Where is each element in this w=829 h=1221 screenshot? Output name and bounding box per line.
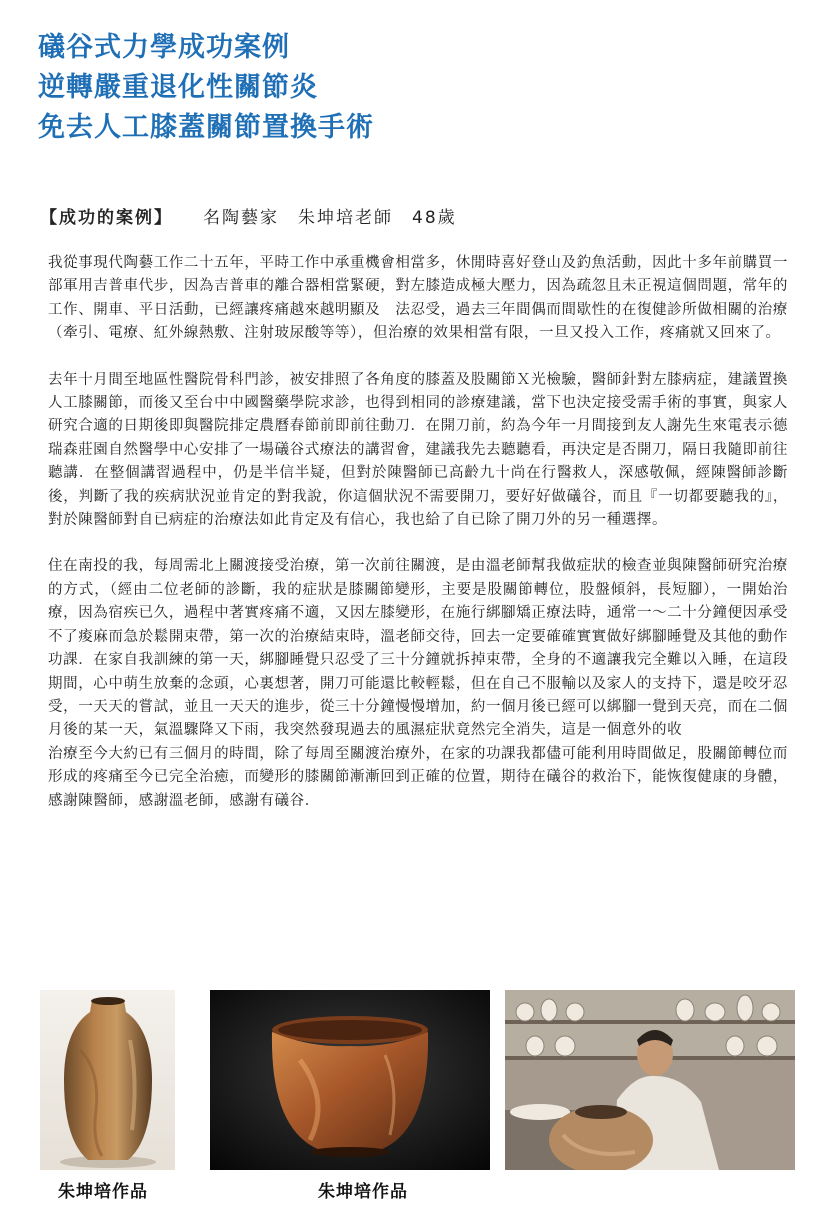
paragraph-3: 住在南投的我，每周需北上關渡接受治療，第一次前往關渡，是由溫老師幫我做症狀的檢查並與陳醫師研究治療的方式，（經由二位老師的診斷，我的症狀是膝關節變形，主要是股關節轉位，股盤傾斜，長短腳），一開始治療，因為宿疾已久，過程中著實疼痛不適，又因左膝變形，在施行綁腳矯正療法時，通常一～二十分鐘便因承受不了痠麻而急於鬆開束帶，第一次的治療結束時，溫老師交待，回去一定要確確實實做好綁腳睡覺及其他的動作功課．在家自我訓練的第一天，綁腳睡覺只忍受了三十分鐘就拆掉束帶，全身的不適讓我完全難以入睡，在這段期間，心中萌生放棄的念頭，心裏想著，開刀可能還比較輕鬆，但在自己不服輸以及家人的支持下，還是咬牙忍受，一天天的嘗試，並且一天天的進步，從三十分鐘慢慢增加，約一個月後已經可以綁腳一覺到天亮，而在二個月後的某一天，氣溫驟降又下雨，我突然發現過去的風濕症狀竟然完全消失，這是一個意外的收 [48, 558, 788, 739]
title-line-1: 礒谷式力學成功案例 [38, 32, 290, 63]
paragraph-4: 治療至今大約已有三個月的時間，除了每周至關渡治療外，在家的功課我都儘可能利用時間做足，股關節轉位而形成的疼痛至今已完全治癒，而變形的膝關節漸漸回到正確的位置，期待在礒谷的救治下，能恢復健康的身體，感謝陳醫師，感謝溫老師，感謝有礒谷． [48, 745, 788, 809]
title-line-3: 免去人工膝蓋關節置換手術 [38, 112, 374, 143]
paragraph-2: 去年十月間至地區性醫院骨科門診，被安排照了各角度的膝蓋及股關節Ｘ光檢驗，醫師針對左膝病症，建議置換人工膝關節，而後又至台中中國醫藥學院求診，也得到相同的診療建議，當下也決定接受需手術的事實，與家人研究合適的日期後即與醫院排定農曆春節前即前往動刀．在開刀前，約為今年一月間接到友人謝先生來電表示德瑞森莊園自然醫學中心安排了一場礒谷式療法的講習會，建議我先去聽聽看，再決定是否開刀，隔日我隨即前往聽講．在整個講習過程中，仍是半信半疑，但對於陳醫師已高齡九十尚在行醫救人，深感敬佩，經陳醫師診斷後，判斷了我的疾病狀況並肯定的對我說，你這個狀況不需要開刀，要好好做礒谷，而且『一切都要聽我的』，對於陳醫師對自已病症的治療法如此肯定及有信心，我也給了自已除了開刀外的另一種選擇。 [48, 371, 788, 529]
title-line-2: 逆轉嚴重退化性關節炎 [38, 72, 318, 103]
title-block [38, 28, 798, 148]
case-label: 【成功的案例】 [40, 207, 173, 228]
paragraph-1: 我從事現代陶藝工作二十五年，平時工作中承重機會相當多，休閒時喜好登山及釣魚活動，因此十多年前購買一部軍用吉普車代步，因為吉普車的離合器相當緊硬，對左膝造成極大壓力，因為疏忽且未正視這個問題，常年的工作、開車、平日活動，已經讓疼痛越來越明顯及 法忍受，過去三年間偶而間歇性的在復健診所做相關的治療（牽引、電療、紅外線熱敷、注射玻尿酸等等），但治療的效果相當有限，一旦又投入工作，疼痛就又回來了。 [48, 255, 788, 342]
article-body [48, 252, 788, 836]
case-person: 名陶藝家 朱坤培老師 48歲 [203, 207, 457, 228]
potter-photo [505, 990, 795, 1170]
jar-photo [40, 990, 175, 1170]
case-header [40, 200, 457, 230]
bowl-photo [210, 990, 490, 1170]
photo-strip [40, 990, 800, 1170]
photo2-caption: 朱坤培作品 [318, 1182, 408, 1202]
photo1-caption: 朱坤培作品 [58, 1182, 148, 1202]
